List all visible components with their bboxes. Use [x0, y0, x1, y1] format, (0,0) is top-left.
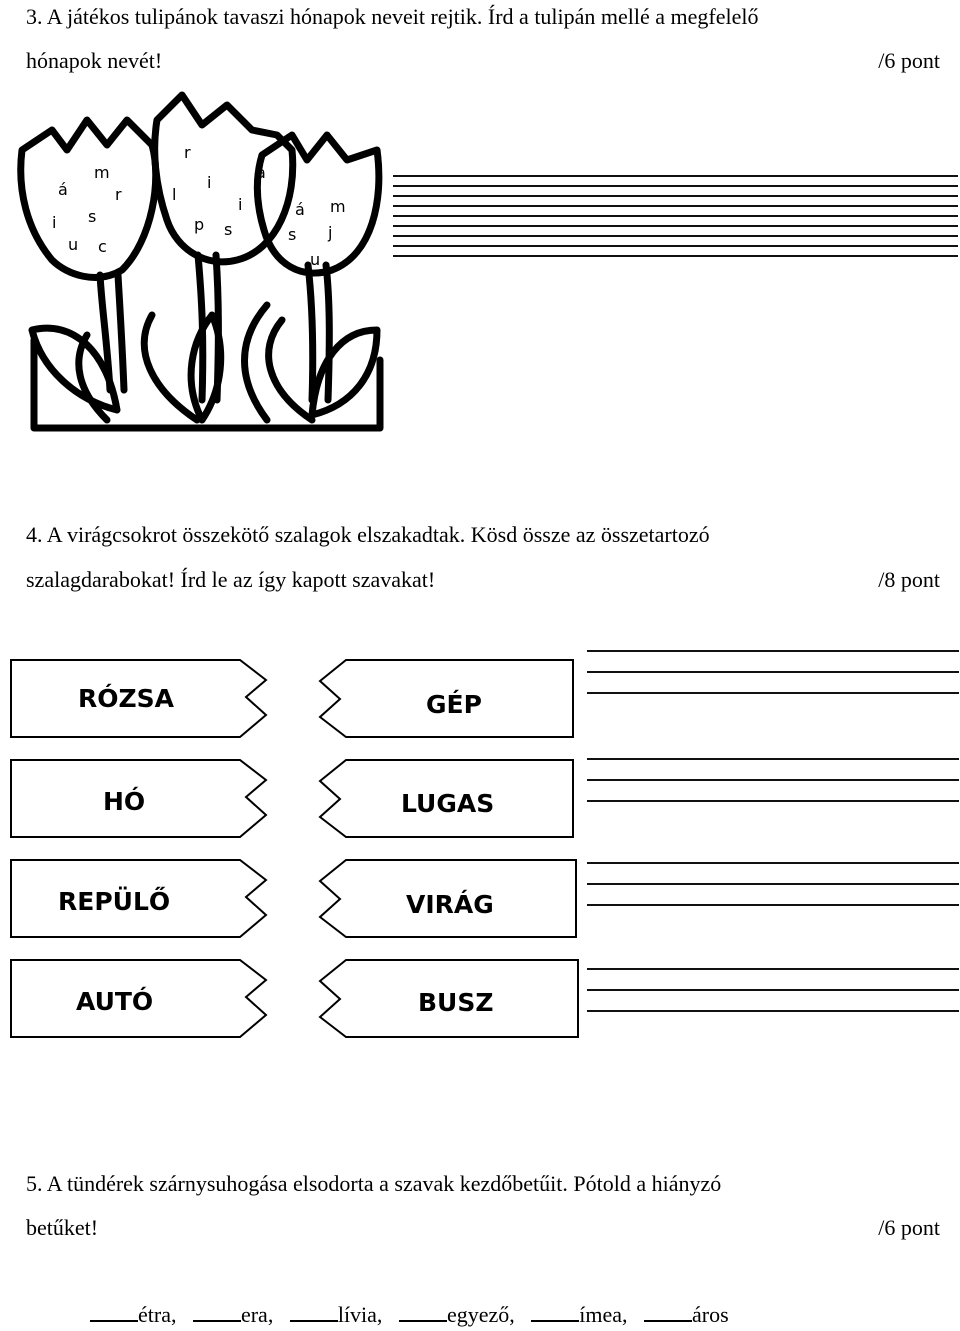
tulip-letter: s	[224, 220, 233, 239]
ribbon-left-label: HÓ	[103, 787, 146, 816]
tulip-letter: s	[288, 225, 297, 244]
letter-blank[interactable]	[90, 1300, 138, 1322]
task5-points: /6 pont	[878, 1215, 940, 1240]
tulip-letter: j	[328, 223, 333, 242]
word-fragment: lívia,	[337, 1302, 383, 1327]
task4-writing-lines-group3[interactable]	[587, 862, 959, 925]
word-fragment: egyező,	[446, 1302, 515, 1327]
word-fragment: étra,	[138, 1302, 177, 1327]
task4-writing-lines-group1[interactable]	[587, 650, 959, 713]
ribbon-right-label: LUGAS	[401, 789, 495, 818]
ribbon-right-label: GÉP	[426, 690, 482, 719]
tulip-letter: r	[115, 185, 122, 204]
tulip-letter: r	[184, 143, 191, 162]
tulip-letter: i	[52, 213, 57, 232]
ribbon-right-label: BUSZ	[418, 988, 494, 1017]
task3-writing-lines[interactable]	[393, 175, 958, 265]
tulip-letter: l	[172, 185, 177, 204]
word-fragment: áros	[692, 1302, 729, 1327]
task4-instruction-line1: 4. A virágcsokrot összekötő szalagok elszakadtak. Kösd össze az összetartozó	[26, 522, 710, 547]
tulips-illustration	[12, 90, 392, 440]
ribbon-left-label: REPÜLŐ	[58, 887, 171, 916]
task4-writing-lines-group2[interactable]	[587, 758, 959, 821]
letter-blank[interactable]	[290, 1300, 338, 1322]
ribbon-left-label: RÓZSA	[78, 684, 174, 713]
letter-blank[interactable]	[531, 1300, 579, 1322]
tulip-letter: p	[194, 215, 205, 234]
tulip-letter: u	[68, 235, 79, 254]
ribbon-right-label: VIRÁG	[406, 890, 494, 919]
tulip-letter: á	[256, 163, 266, 182]
task4-instruction-line2: szalagdarabokat! Írd le az így kapott szavakat!	[26, 567, 436, 592]
task3-instruction-line1: 3. A játékos tulipánok tavaszi hónapok neveit rejtik. Írd a tulipán mellé a megfelelő	[26, 4, 759, 29]
task3-points: /6 pont	[878, 48, 940, 73]
letter-blank[interactable]	[644, 1300, 692, 1322]
tulip-letter: c	[98, 237, 107, 256]
tulip-letter: á	[58, 180, 68, 199]
tulip-letter: á	[295, 200, 305, 219]
word-fragment: era,	[240, 1302, 274, 1327]
tulip-letter: m	[330, 197, 346, 216]
tulip-letter: i	[238, 195, 243, 214]
task5-instruction-line1: 5. A tündérek szárnysuhogása elsodorta a szavak kezdőbetűit. Pótold a hiányzó	[26, 1171, 722, 1196]
task4-points: /8 pont	[878, 567, 940, 592]
tulip-letter: i	[207, 173, 212, 192]
missing-letter-words	[90, 1300, 729, 1328]
task4-writing-lines-group4[interactable]	[587, 968, 959, 1031]
tulip-letter: m	[94, 163, 110, 182]
tulip-letter: u	[310, 250, 321, 269]
task5-instruction-line2: betűket!	[26, 1215, 99, 1240]
letter-blank[interactable]	[399, 1300, 447, 1322]
letter-blank[interactable]	[193, 1300, 241, 1322]
ribbons	[8, 655, 583, 1045]
task3-instruction-line2: hónapok nevét!	[26, 48, 163, 73]
ribbon-left-label: AUTÓ	[76, 987, 154, 1016]
word-fragment: ímea,	[579, 1302, 628, 1327]
tulip-letter: s	[88, 207, 97, 226]
